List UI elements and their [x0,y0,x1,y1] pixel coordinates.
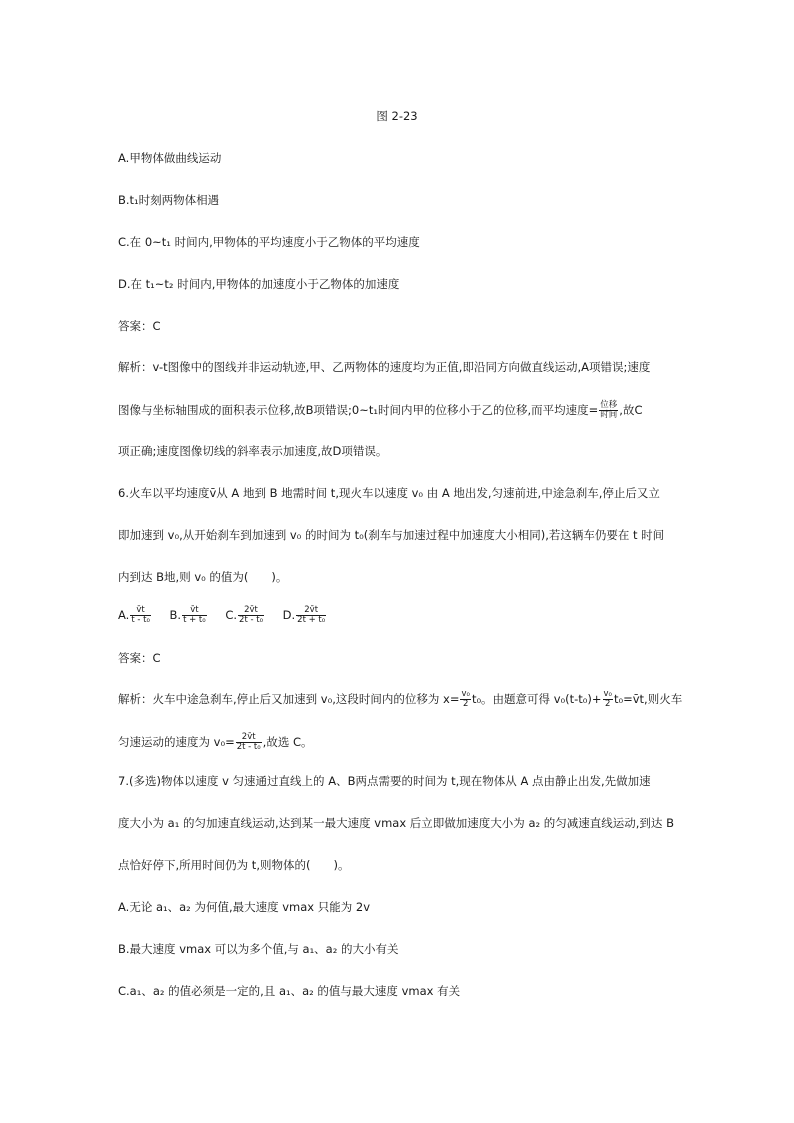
q6-option-c [225,606,265,625]
q5-analysis-text: 图像与坐标轴围成的面积表示位移,故B项错误;0~t₁时间内甲的位移小于乙的位移,而平均速度= [118,403,599,417]
fraction-numerator: v₀ [461,689,470,699]
figure-caption: 图 2-23 [376,109,418,123]
q6-answer: 答案：C [118,651,161,665]
fraction-numerator: 位移 [600,400,618,410]
fraction-denominator: t + t₀ [183,615,206,625]
option-fraction [238,606,264,625]
q5-option-d: D.在 t₁~t₂ 时间内,甲物体的加速度小于乙物体的加速度 [118,277,400,291]
fraction-numerator: 2v̄t [238,606,264,616]
fraction-numerator: 2v̄t [236,733,262,743]
fraction-denominator: 2t - t₀ [236,742,261,752]
analysis-fraction [236,733,262,752]
q7-stem-line-3: 点恰好停下,所用时间仍为 t,则物体的( )。 [118,858,350,872]
q6-option-d [283,606,328,625]
fraction-numerator: 2v̄t [296,606,326,616]
q6-analysis-line-2 [118,733,313,752]
q7-option-c: C.a₁、a₂ 的值必须是一定的,且 a₁、a₂ 的值与最大速度 vmax 有关 [118,984,461,998]
option-label: B. [169,608,182,622]
option-label: D. [282,608,296,622]
q5-analysis-line-3: 项正确;速度图像切线的斜率表示加速度,故D项错误。 [118,444,388,458]
fraction-denominator: 2 [463,699,469,709]
fraction-denominator: t - t₀ [131,615,150,625]
analysis-text: 匀速运动的速度为 v₀= [118,735,235,749]
analysis-text: t₀。由题意可得 v₀(t-t₀)+ [471,692,602,706]
q5-answer: 答案：C [118,319,161,333]
option-fraction [182,606,207,625]
velocity-formula-fraction [599,401,618,420]
analysis-text: 解析：火车中途急刹车,停止后又加速到 v₀,这段时间内的位移为 x= [118,692,460,706]
analysis-text: ,故选 C。 [262,735,313,749]
fraction-denominator: 2t + t₀ [297,615,326,625]
q6-option-a [118,606,152,625]
q7-stem-line-1: 7.(多选)物体以速度 v 匀速通过直线上的 A、B两点需要的时间为 t,现在物体从 A 点由静止出发,先做加速 [118,774,651,788]
option-fraction [130,606,151,625]
q5-analysis-line-1: 解析：v-t图像中的图线并非运动轨迹,甲、乙两物体的速度均为正值,即沿同方向做直线运动,A项错误;速度 [118,360,651,374]
q5-option-c: C.在 0~t₁ 时间内,甲物体的平均速度小于乙物体的平均速度 [118,235,420,249]
fraction-numerator: v̄t [130,606,151,616]
q7-stem-line-2: 度大小为 a₁ 的匀加速直线运动,达到某一最大速度 vmax 后立即做加速度大小为 a₂ 的匀减速直线运动,到达 B [118,816,674,830]
option-fraction [296,606,326,625]
q6-stem-line-1: 6.火车以平均速度v̄从 A 地到 B 地需时间 t,现火车以速度 v₀ 由 A 地出发,匀速前进,中途急刹车,停止后又立 [118,486,660,500]
analysis-fraction [460,690,470,709]
q5-analysis-line-2 [118,401,642,420]
fraction-numerator: v̄t [182,606,207,616]
q5-analysis-text-tail: ,故C [619,403,643,417]
q5-option-a: A.甲物体做曲线运动 [118,151,222,165]
q6-stem-line-2: 即加速到 v₀,从开始刹车到加速到 v₀ 的时间为 t₀(刹车与加速过程中加速度大小相同),若这辆车仍要在 t 时间 [118,528,665,542]
option-label: C. [225,608,238,622]
option-label: A. [118,608,130,622]
q7-option-a: A.无论 a₁、a₂ 为何值,最大速度 vmax 只能为 2v [118,900,371,914]
q6-options-row [118,606,341,625]
fraction-denominator: 2t - t₀ [239,615,263,625]
fraction-numerator: v₀ [603,689,612,699]
q6-option-b [170,606,208,625]
q6-analysis-line-1 [118,690,682,709]
fraction-denominator: 时间 [600,410,618,420]
q6-stem-line-3: 内到达 B地,则 v₀ 的值为( )。 [118,570,288,584]
analysis-fraction [603,690,613,709]
q5-option-b: B.t₁时刻两物体相遇 [118,193,220,207]
q7-option-b: B.最大速度 vmax 可以为多个值,与 a₁、a₂ 的大小有关 [118,942,399,956]
analysis-text: t₀=v̄t,则火车 [613,692,683,706]
fraction-denominator: 2 [605,699,611,709]
